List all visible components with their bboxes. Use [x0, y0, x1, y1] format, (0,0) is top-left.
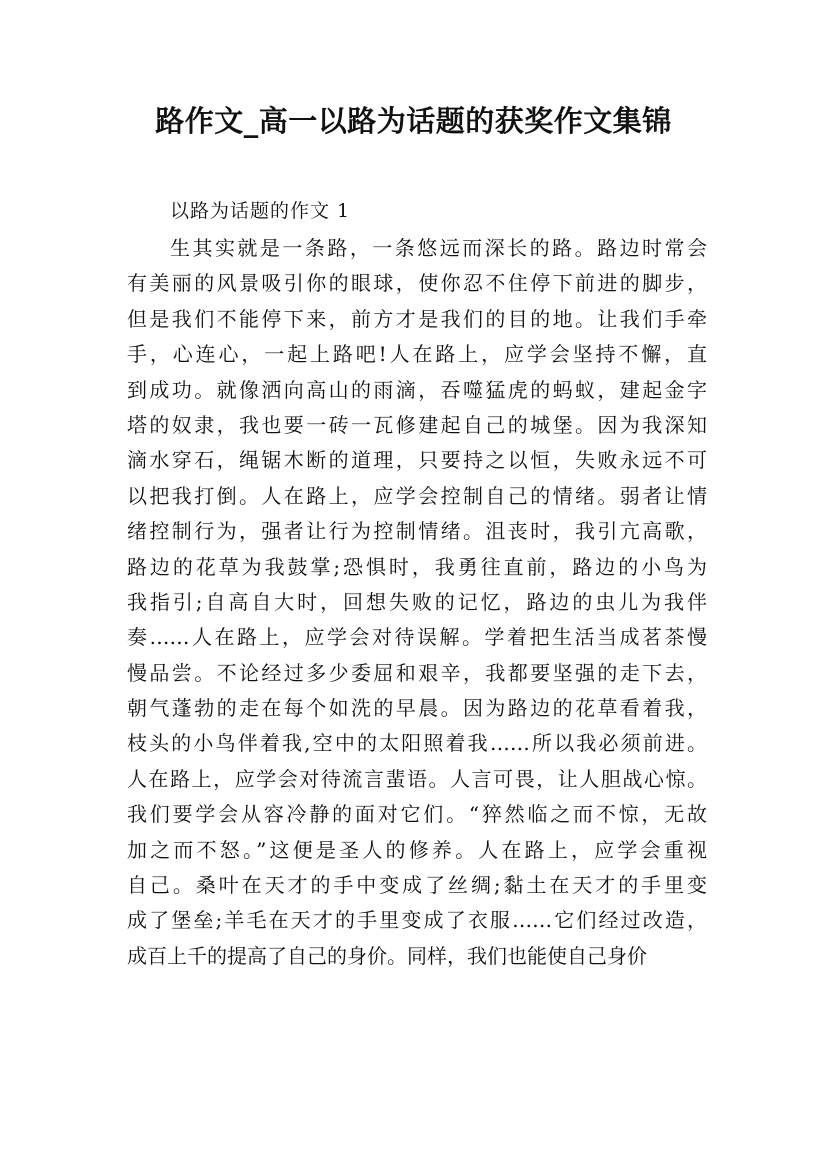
- body-text-line: 枝头的小鸟伴着我,空中的太阳照着我……所以我必须前进。: [127, 731, 707, 756]
- body-text-line: 滴水穿石，绳锯木断的道理，只要持之以恒，失败永远不可: [127, 448, 707, 473]
- body-text-line: 但是我们不能停下来，前方才是我们的目的地。让我们手牵: [127, 306, 707, 331]
- body-text-line: 手，心连心，一起上路吧!人在路上，应学会坚持不懈，直: [127, 342, 707, 367]
- body-text-line: 朝气蓬勃的走在每个如洗的早晨。因为路边的花草看着我，: [127, 696, 707, 721]
- body-text-line: 成百上千的提高了自己的身价。同样，我们也能使自己身价: [127, 943, 647, 968]
- body-text-line: 生其实就是一条路，一条悠远而深长的路。路边时常会: [170, 236, 707, 260]
- body-text-line: 我们要学会从容冷静的面对它们。“猝然临之而不惊，无故: [127, 802, 707, 827]
- body-text-line: 成了堡垒;羊毛在天才的手里变成了衣服……它们经过改造，: [127, 908, 707, 933]
- body-text-line: 加之而不怒。”这便是圣人的修养。人在路上，应学会重视: [127, 837, 707, 862]
- body-text-line: 以把我打倒。人在路上，应学会控制自己的情绪。弱者让情: [127, 483, 707, 508]
- document-title: 路作文_高一以路为话题的获奖作文集锦: [155, 104, 672, 138]
- body-text-line: 我指引;自高自大时，回想失败的记忆，路边的虫儿为我伴: [127, 589, 707, 614]
- section-heading: 以路为话题的作文 1: [170, 200, 351, 222]
- body-text-line: 慢品尝。不论经过多少委屈和艰辛，我都要坚强的走下去，: [127, 660, 707, 685]
- body-text-line: 路边的花草为我鼓掌;恐惧时，我勇往直前，路边的小鸟为: [127, 554, 707, 579]
- body-text-line: 到成功。就像洒向高山的雨滴，吞噬猛虎的蚂蚁，建起金字: [127, 377, 707, 402]
- body-text-line: 绪控制行为，强者让行为控制情绪。沮丧时，我引亢高歌，: [127, 519, 707, 544]
- body-text-line: 人在路上，应学会对待流言蜚语。人言可畏，让人胆战心惊。: [127, 766, 707, 791]
- body-text-line: 自己。桑叶在天才的手中变成了丝绸;黏土在天才的手里变: [127, 873, 707, 898]
- body-text-line: 奏……人在路上，应学会对待误解。学着把生活当成茗茶慢: [127, 625, 707, 650]
- body-text-line: 塔的奴隶，我也要一砖一瓦修建起自己的城堡。因为我深知: [127, 412, 707, 437]
- essay-body: [127, 231, 707, 974]
- body-text-line: 有美丽的风景吸引你的眼球，使你忍不住停下前进的脚步，: [127, 271, 707, 296]
